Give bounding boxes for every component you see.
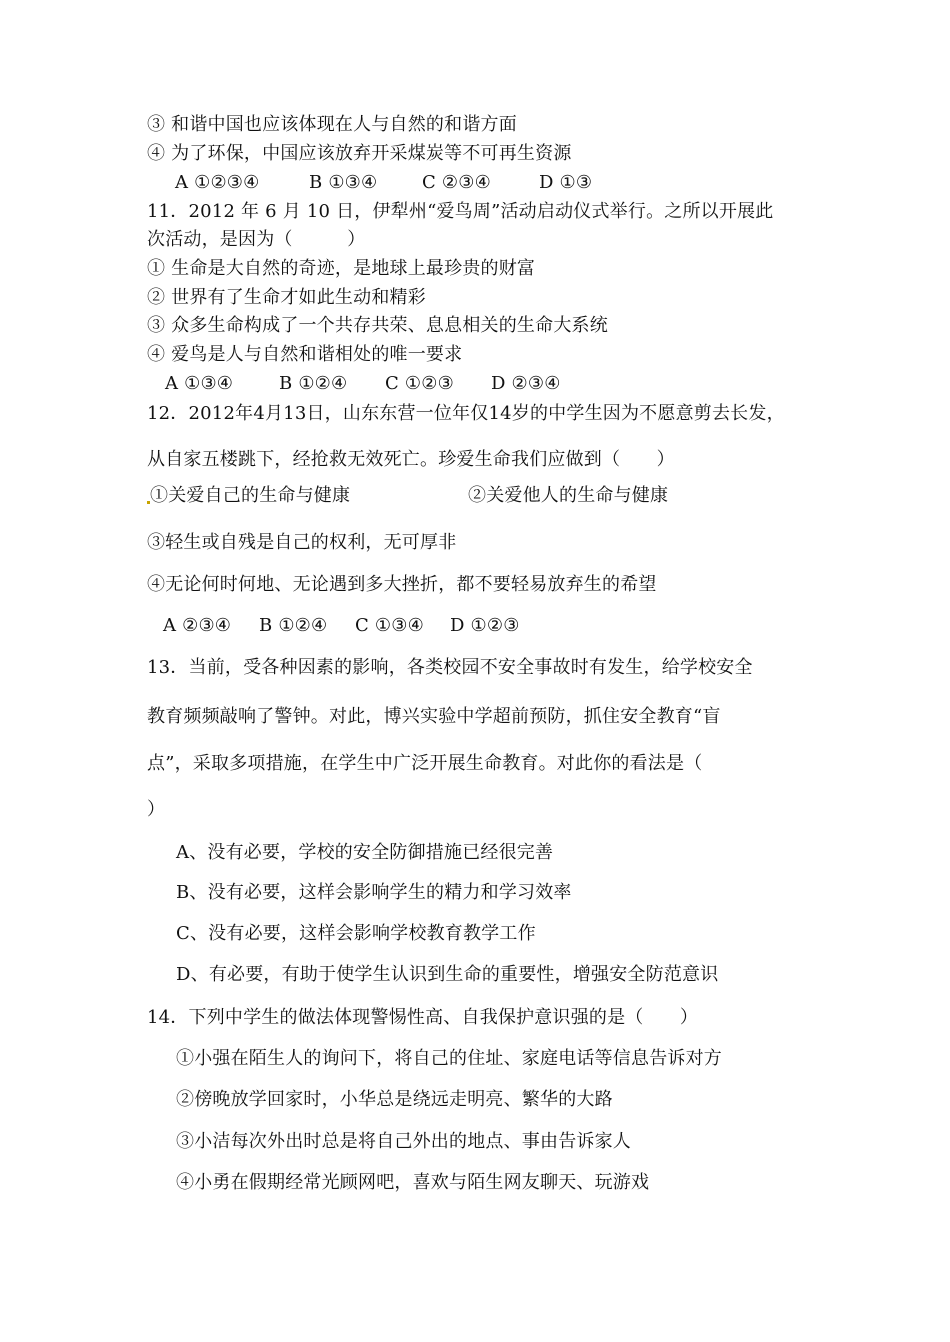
q12-item-2: ②关爱他人的生命与健康 bbox=[468, 485, 669, 506]
q11-stem-line-2: 次活动，是因为（ ） bbox=[147, 229, 366, 250]
q12-option-b: B ①②④ bbox=[259, 615, 328, 636]
q14-item-4: ④小勇在假期经常光顾网吧，喜欢与陌生网友聊天、玩游戏 bbox=[176, 1172, 650, 1193]
q13-option-a: A、没有必要，学校的安全防御措施已经很完善 bbox=[176, 842, 554, 863]
q11-option-a: A ①③④ bbox=[165, 373, 234, 394]
q10-option-b: B ①③④ bbox=[309, 172, 378, 193]
q10-option-d: D ①③ bbox=[539, 172, 593, 193]
q13-stem-line-1: 13．当前，受各种因素的影响，各类校园不安全事故时有发生，给学校安全 bbox=[147, 657, 753, 678]
q14-item-2: ②傍晚放学回家时，小华总是绕远走明亮、繁华的大路 bbox=[176, 1089, 613, 1110]
q13-stem-line-2: 教育频频敲响了警钟。对此，博兴实验中学超前预防，抓住安全教育“盲 bbox=[147, 706, 721, 727]
q11-option-d: D ②③④ bbox=[491, 373, 561, 394]
q10-item-4: ④ 为了环保，中国应该放弃开采煤炭等不可再生资源 bbox=[147, 143, 572, 164]
q11-option-c: C ①②③ bbox=[385, 373, 454, 394]
q11-option-b: B ①②④ bbox=[279, 373, 348, 394]
q11-item-3: ③ 众多生命构成了一个共存共荣、息息相关的生命大系统 bbox=[147, 315, 608, 336]
q11-item-2: ② 世界有了生命才如此生动和精彩 bbox=[147, 287, 426, 308]
q13-option-d: D、有必要，有助于使学生认识到生命的重要性，增强安全防范意识 bbox=[176, 964, 719, 985]
q12-option-d: D ①②③ bbox=[450, 615, 520, 636]
q13-option-c: C、没有必要，这样会影响学校教育教学工作 bbox=[176, 923, 536, 944]
q11-item-4: ④ 爱鸟是人与自然和谐相处的唯一要求 bbox=[147, 344, 463, 365]
q12-option-c: C ①③④ bbox=[355, 615, 424, 636]
q13-option-b: B、没有必要，这样会影响学生的精力和学习效率 bbox=[176, 882, 572, 903]
q14-item-3: ③小洁每次外出时总是将自己外出的地点、事由告诉家人 bbox=[176, 1131, 631, 1152]
q12-item-1: ①关爱自己的生命与健康 bbox=[150, 485, 351, 506]
q12-item-3: ③轻生或自残是自己的权利，无可厚非 bbox=[147, 532, 457, 553]
q10-item-3: ③ 和谐中国也应该体现在人与自然的和谐方面 bbox=[147, 114, 517, 135]
q10-option-a: A ①②③④ bbox=[175, 172, 260, 193]
q14-stem: 14．下列中学生的做法体现警惕性高、自我保护意识强的是（ ） bbox=[147, 1007, 699, 1028]
q13-stem-line-3: 点”，采取多项措施，在学生中广泛开展生命教育。对此你的看法是（ bbox=[147, 753, 703, 774]
q10-option-c: C ②③④ bbox=[422, 172, 491, 193]
q12-stem-line-2: 从自家五楼跳下，经抢救无效死亡。珍爱生命我们应做到（ ） bbox=[147, 449, 675, 470]
q10-options bbox=[175, 171, 592, 195]
q12-stem-line-1: 12．2012年4月13日，山东东营一位年仅14岁的中学生因为不愿意剪去长发， bbox=[147, 403, 785, 424]
q12-option-a: A ②③④ bbox=[163, 615, 232, 636]
q12-item-4: ④无论何时何地、无论遇到多大挫折，都不要轻易放弃生的希望 bbox=[147, 574, 657, 595]
q11-options bbox=[165, 372, 561, 396]
q13-stem-line-4: ） bbox=[147, 799, 166, 820]
q14-item-1: ①小强在陌生人的询问下，将自己的住址、家庭电话等信息告诉对方 bbox=[176, 1048, 722, 1069]
q11-item-1: ① 生命是大自然的奇迹，是地球上最珍贵的财富 bbox=[147, 258, 536, 279]
q11-stem-line-1: 11．2012 年 6 月 10 日，伊犁州“爱鸟周”活动启动仪式举行。之所以开展此 bbox=[147, 201, 774, 222]
q12-options bbox=[163, 614, 520, 638]
